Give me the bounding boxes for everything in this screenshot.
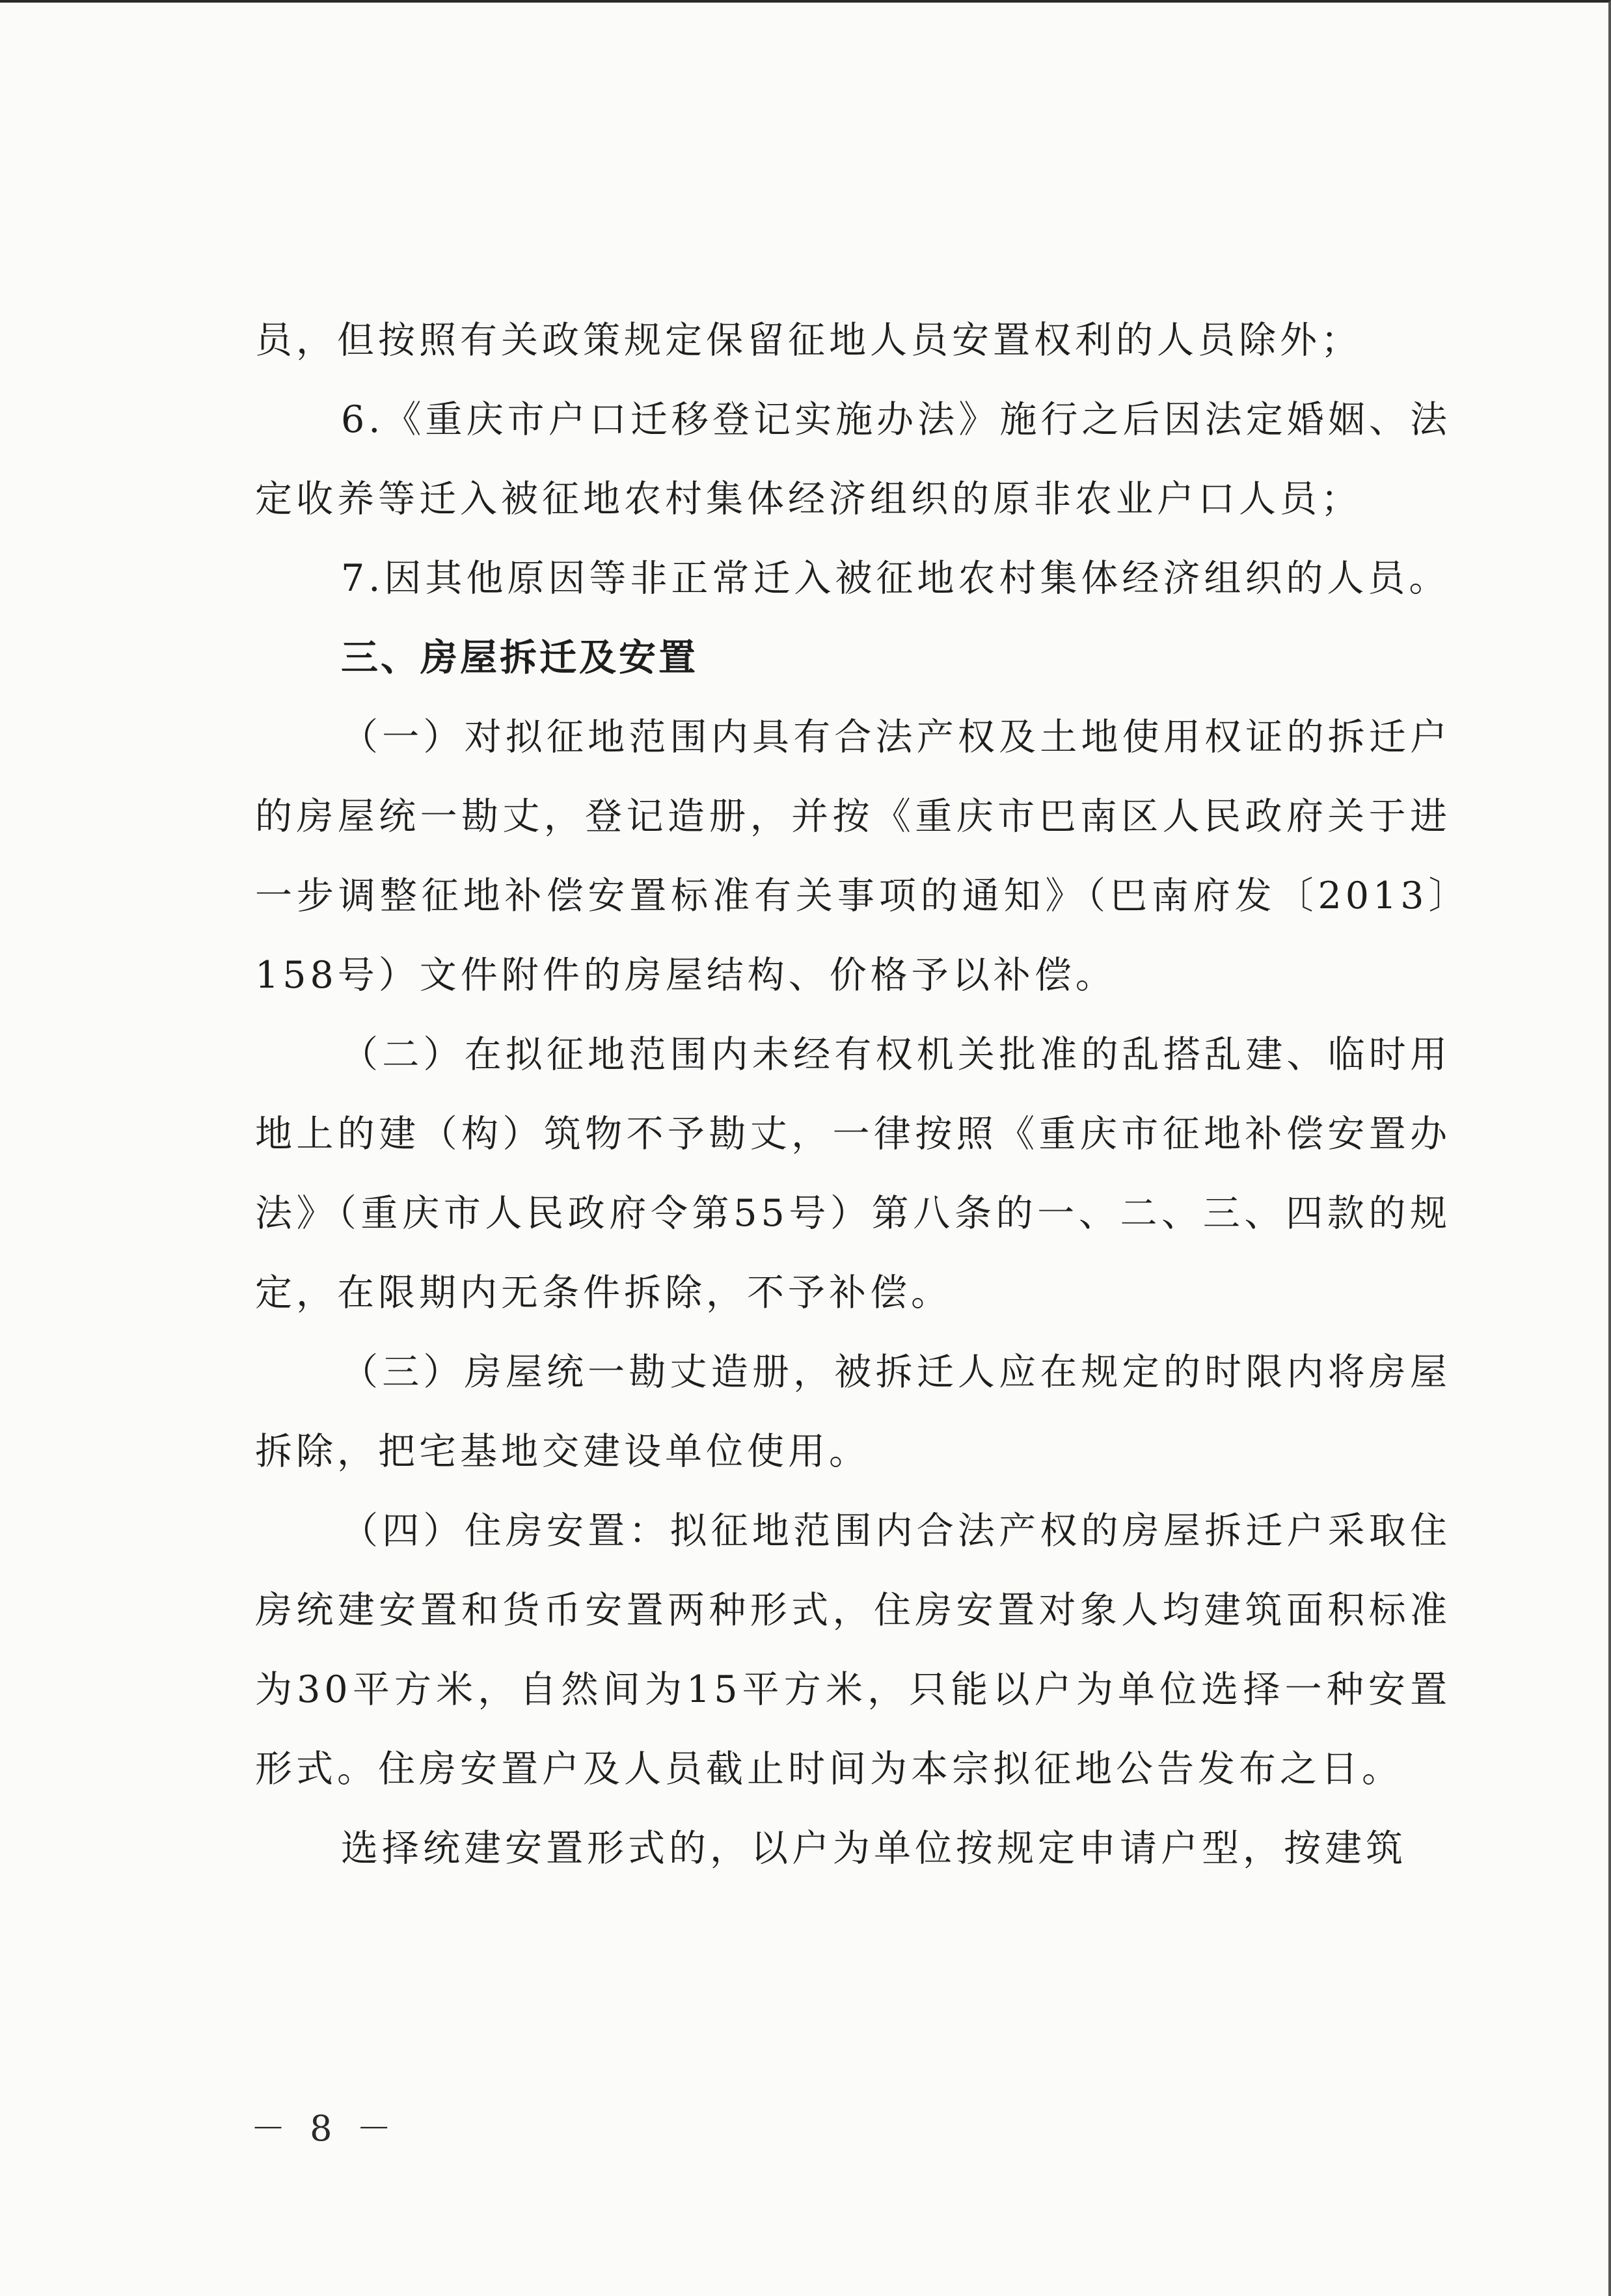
page-number: － 8 － [250, 2108, 398, 2149]
paragraph-item-1: （一）对拟征地范围内具有合法产权及土地使用权证的拆迁户的房屋统一勘丈，登记造册，并按《重庆市巴南区人民政府关于进一步调整征地补偿安置标准有关事项的通知》（巴南府发〔2013〕158号）文件附件的房屋结构、价格予以补偿。 [255, 716, 1451, 997]
section-heading: 三、房屋拆迁及安置 [341, 636, 698, 679]
paragraph-item-3: （三）房屋统一勘丈造册，被拆迁人应在规定的时限内将房屋拆除，把宅基地交建设单位使用。 [255, 1351, 1451, 1473]
list-item-6: 6.《重庆市户口迁移登记实施办法》施行之后因法定婚姻、法定收养等迁入被征地农村集体经济组织的原非农业户口人员； [255, 398, 1451, 520]
paragraph-continuation: 员，但按照有关政策规定保留征地人员安置权利的人员除外； [255, 319, 1362, 362]
paragraph-item-2: （二）在拟征地范围内未经有权机关批准的乱搭乱建、临时用地上的建（构）筑物不予勘丈，一律按照《重庆市征地补偿安置办法》（重庆市人民政府令第55号）第八条的一、二、三、四款的规定，在限期内无条件拆除，不予补偿。 [255, 1033, 1451, 1314]
document-body [255, 301, 1451, 1888]
paragraph-item-4: （四）住房安置：拟征地范围内合法产权的房屋拆迁户采取住房统建安置和货币安置两种形式，住房安置对象人均建筑面积标准为30平方米，自然间为15平方米，只能以户为单位选择一种安置形式。住房安置户及人员截止时间为本宗拟征地公告发布之日。 [255, 1509, 1451, 1790]
paragraph-trailing: 选择统建安置形式的，以户为单位按规定申请户型，按建筑 [341, 1827, 1407, 1870]
list-item-7: 7.因其他原因等非正常迁入被征地农村集体经济组织的人员。 [341, 557, 1450, 600]
